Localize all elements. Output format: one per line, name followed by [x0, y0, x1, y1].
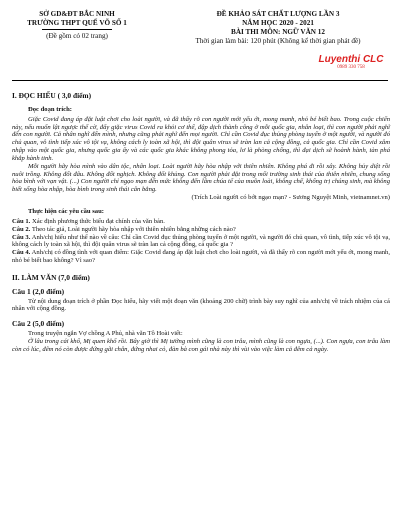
header-divider	[12, 80, 388, 81]
school-year: NĂM HỌC 2020 - 2021	[242, 19, 314, 27]
question-2-label: Câu 2.	[12, 225, 31, 233]
stamp-brand: Luyenthi CLC	[318, 54, 384, 65]
question-2-text: Theo tác giả, Loài người hãy hòa nhập với thiên nhiên bằng những cách nào?	[31, 225, 236, 233]
exam-subject: BÀI THI MÔN: NGỮ VĂN 12	[231, 28, 325, 36]
passage-heading: Đọc đoạn trích:	[28, 105, 72, 113]
writing-question-2-intro: Trong truyện ngắn Vợ chồng A Phủ, nhà văn Tô Hoài viết:	[28, 330, 183, 338]
header-left-rule	[42, 29, 112, 30]
exam-title: ĐỀ KHẢO SÁT CHẤT LƯỢNG LẦN 3	[216, 10, 340, 18]
writing-question-1-label: Câu 1 (2,0 điểm)	[12, 286, 65, 296]
writing-question-2-quote: Ở lâu trong cái khổ, Mị quen khổ rồi. Bây giờ thì Mị tưởng mình cũng là con trâu, mình cũng là con ngựa, (...). Con ngựa, con trâu làm còn có lúc, đêm nó còn được đứng gãi chân, đứng nhai cỏ, đàn bà con gái nhà này thì vùi vào việc làm cả đêm cả ngày.	[12, 337, 390, 353]
question-3-text: Anh/chị hiểu như thế nào về câu: Chỉ cần Covid đục thủng phòng tuyến ở một người, và người đó chủ quan, vô tình, tiếp xúc vô tội vạ, không cách ly toàn xã hội, thì đội quân virus sẽ tràn lan cả cộng đồng, cả quốc gia ?	[12, 233, 390, 249]
writing-question-2-label: Câu 2 (5,0 điểm)	[12, 319, 65, 329]
question-4-label: Câu 4.	[12, 249, 31, 257]
exam-duration: Thời gian làm bài: 120 phút (Không kể thời gian phát đề)	[195, 37, 361, 45]
section-writing-title: II. LÀM VĂN (7,0 điểm)	[12, 272, 90, 282]
school-name: TRƯỜNG THPT QUẾ VÕ SỐ 1	[27, 19, 127, 27]
question-4-text: Anh/chị có đồng tình với quan điểm: Giặc Covid đang áp đặt luật chơi cho loài người, và đã thấy rõ con người mới yếu ớt, mong manh, nhỏ bé biết bao không? Vì sao?	[12, 249, 390, 265]
question-3-label: Câu 3.	[12, 233, 31, 241]
section-reading-title: I. ĐỌC HIỂU ( 3,0 điểm)	[12, 91, 92, 100]
question-1-label: Câu 1.	[12, 217, 31, 225]
question-1	[12, 218, 390, 226]
passage-paragraph-1: Giặc Covid đang áp đặt luật chơi cho loài người, và đã thấy rõ con người mới yếu ớt, mong manh, nhỏ bé biết bao. Trong cuộc chiến này, nếu muốn lật ngược thế cờ, đẩy giặc virus Covid ra khỏi cơ thể, đập dịch thành công ở mỗi quốc gia, nhân loại, thì con người phải nghĩ đến con người. Cả nhân nghĩ đến mình, nhưng cũng phải nghĩ đến mọi người. Chỉ cần Covid đục thủng phòng tuyến ở một người, và người đó chủ quan, vô tình tiếp xúc vô tội vạ, không cách ly toàn xã hội, thì đội quân virus sẽ tràn lan cả cộng đồng, cả quốc gia. Chỉ cần Covid xâm nhập vào một quốc gia, nhưng quốc gia ấy và các quốc gia khác không phong tỏa, lơ là phòng chống, thì đại dịch sẽ hoành hành, tàn phá khắp hành tinh.	[12, 115, 390, 162]
department-name: SỞ GD&ĐT BẮC NINH	[39, 10, 115, 18]
question-2	[12, 226, 390, 234]
writing-question-1-text: Từ nội dung đoạn trích ở phần Đọc hiểu, hãy viết một đoạn văn (khoảng 200 chữ) trình bày suy nghĩ của anh/chị về trách nhiệm của cá nhân với cộng đồng.	[12, 297, 390, 313]
stamp-phone: 0989 330 758	[337, 65, 365, 70]
header-left	[2, 10, 152, 41]
document-body	[12, 92, 390, 354]
passage-paragraph-2: Mỗi người hãy hòa mình vào dân tộc, nhân loại. Loài người hãy hòa nhập với thiên nhiên. Không phá đi rồi xây. Không hủy diệt rồi nuôi trồng. Không đốt đâu. Không đốt nghịch. Không đốt khủng. Con người phải đặt trong mối trường sinh thái của thiên nhiên, chung sống hòa bình với vạn vật. (...) Con người chỉ ngạo mạn đến mức không đến lâm chúa tể của muôn loài, không chế, khống trị chúng sinh, mà không biết sống hòa nhập, hòa bình trong sinh thái cân bằng.	[12, 162, 390, 194]
tasks-heading: Thực hiện các yêu cầu sau:	[28, 207, 104, 215]
question-1-text: Xác định phương thức biểu đạt chính của văn bản.	[31, 217, 165, 225]
document-header	[0, 10, 400, 70]
question-4	[12, 249, 390, 265]
page-count-note: (Đề gồm có 02 trang)	[46, 32, 108, 40]
question-3	[12, 234, 390, 250]
watermark-stamp	[304, 54, 398, 71]
passage-source: (Trích Loài người có bớt ngạo mạn? - Sương Nguyệt Minh, vietnamnet.vn)	[191, 194, 390, 202]
header-right	[158, 10, 398, 46]
